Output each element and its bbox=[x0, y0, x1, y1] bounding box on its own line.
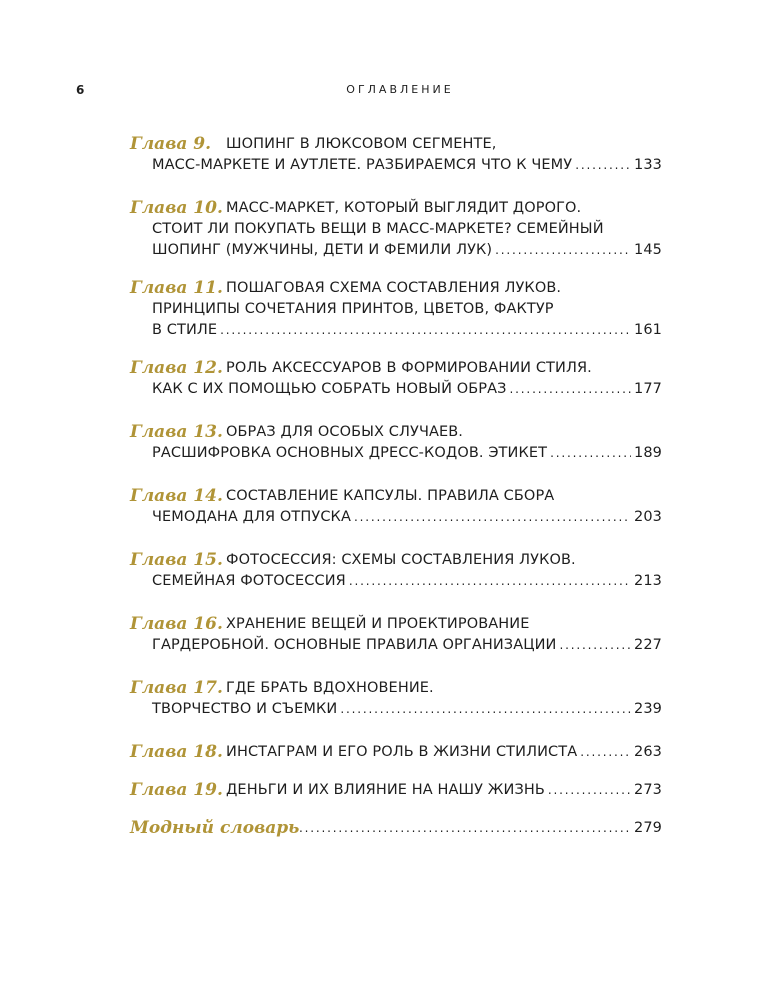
toc-line bbox=[152, 152, 662, 178]
chapter-title-line: РАСШИФРОВКА ОСНОВНЫХ ДРЕСС-КОДОВ. ЭТИКЕТ bbox=[152, 445, 548, 461]
chapter-label: Глава 9. bbox=[130, 134, 212, 154]
chapter-title-line: ПОШАГОВАЯ СХЕМА СОСТАВЛЕНИЯ ЛУКОВ. bbox=[226, 280, 562, 296]
page-ref: 145 bbox=[634, 242, 662, 258]
chapter-title-line: ШОПИНГ (МУЖЧИНЫ, ДЕТИ И ФЕМИЛИ ЛУК) bbox=[152, 242, 493, 258]
page-ref: 227 bbox=[634, 637, 662, 653]
chapter-title-line: ТВОРЧЕСТВО И СЪЕМКИ bbox=[152, 701, 338, 717]
toc-line bbox=[296, 815, 662, 841]
dot-leader bbox=[349, 568, 631, 594]
page-ref: 263 bbox=[634, 744, 662, 760]
page-ref: 203 bbox=[634, 509, 662, 525]
toc-line bbox=[152, 632, 662, 658]
dot-leader bbox=[340, 696, 631, 722]
chapter-label: Глава 17. bbox=[130, 678, 223, 698]
chapter-title-line: ГДЕ БРАТЬ ВДОХНОВЕНИЕ. bbox=[226, 680, 434, 696]
toc-line bbox=[152, 237, 662, 263]
chapter-title-line: СОСТАВЛЕНИЕ КАПСУЛЫ. ПРАВИЛА СБОРА bbox=[226, 488, 555, 504]
dot-leader bbox=[299, 815, 631, 841]
chapter-label: Глава 13. bbox=[130, 422, 223, 442]
toc-line bbox=[152, 504, 662, 530]
chapter-title-line: ШОПИНГ В ЛЮКСОВОМ СЕГМЕНТЕ, bbox=[226, 136, 497, 152]
dot-leader bbox=[354, 504, 631, 530]
dot-leader bbox=[580, 739, 631, 765]
chapter-label: Модный словарь bbox=[130, 818, 300, 838]
chapter-title-line: ГАРДЕРОБНОЙ. ОСНОВНЫЕ ПРАВИЛА ОРГАНИЗАЦИИ bbox=[152, 637, 557, 653]
chapter-label: Глава 16. bbox=[130, 614, 223, 634]
dot-leader bbox=[220, 317, 631, 343]
dot-leader bbox=[559, 632, 631, 658]
toc-line bbox=[152, 376, 662, 402]
chapter-title-line: В СТИЛЕ bbox=[152, 322, 218, 338]
chapter-title-line: ПРИНЦИПЫ СОЧЕТАНИЯ ПРИНТОВ, ЦВЕТОВ, ФАКТУР bbox=[152, 301, 554, 317]
chapter-label: Глава 18. bbox=[130, 742, 223, 762]
chapter-title-line: КАК С ИХ ПОМОЩЬЮ СОБРАТЬ НОВЫЙ ОБРАЗ bbox=[152, 381, 507, 397]
page-ref: 161 bbox=[634, 322, 662, 338]
dot-leader bbox=[495, 237, 631, 263]
chapter-label: Глава 12. bbox=[130, 358, 223, 378]
page-header: ОГЛАВЛЕНИЕ bbox=[346, 83, 454, 96]
toc-line bbox=[226, 777, 662, 803]
page-ref: 189 bbox=[634, 445, 662, 461]
chapter-label: Глава 10. bbox=[130, 198, 223, 218]
chapter-title-line: СЕМЕЙНАЯ ФОТОСЕССИЯ bbox=[152, 573, 346, 589]
toc-line bbox=[152, 568, 662, 594]
toc-line bbox=[152, 696, 662, 722]
chapter-label: Глава 19. bbox=[130, 780, 223, 800]
chapter-label: Глава 14. bbox=[130, 486, 223, 506]
chapter-title-line: ЧЕМОДАНА ДЛЯ ОТПУСКА bbox=[152, 509, 351, 525]
toc-line bbox=[152, 440, 662, 466]
chapter-title-line: РОЛЬ АКСЕССУАРОВ В ФОРМИРОВАНИИ СТИЛЯ. bbox=[226, 360, 592, 376]
toc-line bbox=[152, 317, 662, 343]
chapter-title-line: ХРАНЕНИЕ ВЕЩЕЙ И ПРОЕКТИРОВАНИЕ bbox=[226, 616, 530, 632]
chapter-title-line: ФОТОСЕССИЯ: СХЕМЫ СОСТАВЛЕНИЯ ЛУКОВ. bbox=[226, 552, 576, 568]
chapter-title-line: ДЕНЬГИ И ИХ ВЛИЯНИЕ НА НАШУ ЖИЗНЬ bbox=[226, 782, 545, 798]
chapter-label: Глава 11. bbox=[130, 278, 223, 298]
page-ref: 279 bbox=[634, 820, 662, 836]
chapter-title-line: МАСС-МАРКЕТ, КОТОРЫЙ ВЫГЛЯДИТ ДОРОГО. bbox=[226, 200, 582, 216]
dot-leader bbox=[550, 440, 631, 466]
toc-line bbox=[226, 739, 662, 765]
page-ref: 177 bbox=[634, 381, 662, 397]
page-number: 6 bbox=[76, 83, 85, 97]
page-ref: 273 bbox=[634, 782, 662, 798]
chapter-title-line: ОБРАЗ ДЛЯ ОСОБЫХ СЛУЧАЕВ. bbox=[226, 424, 464, 440]
dot-leader bbox=[548, 777, 631, 803]
chapter-title-line: МАСС-МАРКЕТЕ И АУТЛЕТЕ. РАЗБИРАЕМСЯ ЧТО К ЧЕМУ bbox=[152, 157, 573, 173]
chapter-title-line: СТОИТ ЛИ ПОКУПАТЬ ВЕЩИ В МАСС-МАРКЕТЕ? СЕМЕЙНЫЙ bbox=[152, 221, 604, 237]
chapter-label: Глава 15. bbox=[130, 550, 223, 570]
page-ref: 133 bbox=[634, 157, 662, 173]
dot-leader bbox=[510, 376, 631, 402]
page-ref: 239 bbox=[634, 701, 662, 717]
dot-leader bbox=[575, 152, 631, 178]
page-ref: 213 bbox=[634, 573, 662, 589]
chapter-title-line: ИНСТАГРАМ И ЕГО РОЛЬ В ЖИЗНИ СТИЛИСТА bbox=[226, 744, 578, 760]
